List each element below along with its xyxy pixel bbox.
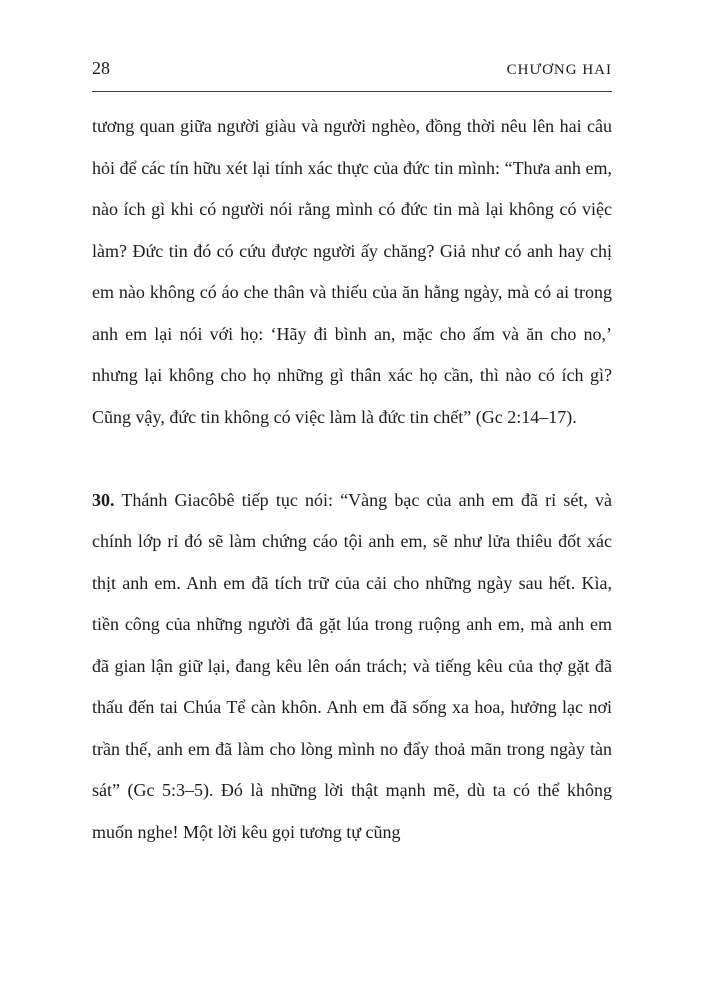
- paragraph: [92, 480, 612, 854]
- paragraph-text: Thánh Giacôbê tiếp tục nói: “Vàng bạc của anh em đã rỉ sét, và chính lớp rỉ đó sẽ làm chứng cáo tội anh em, sẽ như lửa thiêu đốt xác thịt anh em. Anh em đã tích trữ của cải cho những ngày sau hết. Kìa, tiền công của những người đã gặt lúa trong ruộng anh em, mà anh em đã gian lận giữ lại, đang kêu lên oán trách; và tiếng kêu của thợ gặt đã thấu đến tai Chúa Tể càn khôn. Anh em đã sống xa hoa, hưởng lạc nơi trần thế, anh em đã làm cho lòng mình no đẩy thoả mãn trong ngày tàn sát” (Gc 5:3–5). Đó là những lời thật mạnh mẽ, dù ta có thể không muốn nghe! Một lời kêu gọi tương tự cũng: [92, 489, 612, 842]
- section-number: 30.: [92, 489, 115, 510]
- paragraph-text: tương quan giữa người giàu và người nghèo, đồng thời nêu lên hai câu hỏi để các tín hữu xét lại tính xác thực của đức tin mình: “Thưa anh em, nào ích gì khi có người nói rằng mình có đức tin mà lại không có việc làm? Đức tin đó có cứu được người ấy chăng? Giả như có anh hay chị em nào không có áo che thân và thiếu của ăn hằng ngày, mà có ai trong anh em lại nói với họ: ‘Hãy đi bình an, mặc cho ấm và ăn cho no,’ nhưng lại không cho họ những gì thân xác họ cần, thì nào có ích gì? Cũng vậy, đức tin không có việc làm là đức tin chết” (Gc 2:14–17).: [92, 116, 612, 427]
- page-body: [92, 106, 612, 895]
- page-number: 28: [92, 58, 110, 78]
- page-header: [92, 58, 612, 79]
- header-rule: [92, 91, 612, 92]
- paragraph: [92, 106, 612, 438]
- chapter-title: CHƯƠNG HAI: [506, 62, 612, 78]
